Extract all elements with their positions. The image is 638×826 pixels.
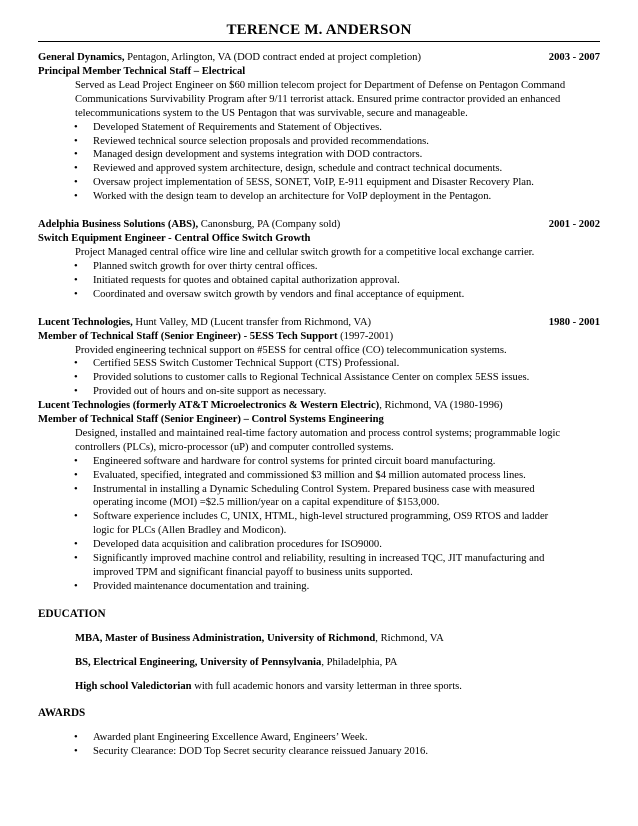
- spacer: [38, 670, 606, 680]
- bullet-item: [38, 190, 606, 204]
- job-lucent-tech-support: [38, 316, 606, 400]
- bullet-icon: •: [74, 469, 78, 481]
- education-heading: EDUCATION: [38, 607, 106, 620]
- job-bullets: [38, 357, 606, 399]
- spacer: [38, 204, 606, 218]
- job-desc-line: Project Managed central office wire line and cellular switch growth for a competitive local exchange carrier.: [75, 246, 535, 258]
- company-name: Lucent Technologies,: [38, 316, 133, 328]
- bullet-item: [38, 148, 606, 162]
- company-name: General Dynamics,: [38, 52, 125, 63]
- education-section: [38, 608, 606, 694]
- job-title-row: [38, 330, 606, 344]
- bullet-icon: •: [74, 274, 78, 286]
- job-dates: 2001 - 2002: [548, 219, 600, 231]
- bullet-icon: •: [74, 386, 78, 398]
- bullet-item: [38, 274, 606, 288]
- job-desc-line: controllers (PLCs), micro-processor (uP) and computer controlled systems.: [75, 441, 394, 453]
- header-rule: [38, 41, 600, 42]
- bullet-icon: •: [74, 358, 78, 370]
- bullet-item: [38, 121, 606, 135]
- education-item: [38, 632, 606, 646]
- awards-bullets: [38, 731, 606, 759]
- bullet-icon: •: [74, 553, 78, 565]
- job-dates: 1980 - 2001: [548, 316, 600, 328]
- degree-name: BS, Electrical Engineering, University of Pennsylvania: [75, 656, 322, 668]
- bullet-text: Developed data acquisition and calibration procedures for ISO9000.: [93, 539, 382, 551]
- job-general-dynamics: [38, 51, 606, 204]
- bullet-text: improved TPM and significant financial payoff to business units supported.: [93, 567, 413, 578]
- job-adelphia: [38, 218, 606, 302]
- bullet-text: Coordinated and oversaw switch growth by vendors and final acceptance of equipment.: [93, 288, 465, 300]
- bullet-text: Certified 5ESS Switch Customer Technical Support (CTS) Professional.: [93, 358, 400, 370]
- bullet-text: Provided maintenance documentation and training.: [93, 580, 310, 592]
- spacer: [38, 693, 606, 707]
- bullet-icon: •: [74, 580, 78, 592]
- company-name: Lucent Technologies (formerly AT&T Microelectronics & Western Electric): [38, 400, 380, 412]
- job-title-years: (1997-2001): [337, 330, 394, 342]
- bullet-item: [38, 469, 606, 483]
- bullet-text: Software experience includes C, UNIX, HTML, high-level structured programming, OS9 RTOS and ladder: [93, 511, 549, 523]
- spacer: [38, 594, 606, 608]
- bullet-icon: •: [74, 163, 78, 175]
- bullet-icon: •: [74, 483, 78, 495]
- bullet-text: logic for PLCs (Allen Bradley and Modicon).: [93, 525, 287, 537]
- bullet-icon: •: [74, 260, 78, 272]
- school-location: , Philadelphia, PA: [321, 656, 398, 668]
- company-location: Canonsburg, PA (Company sold): [198, 219, 341, 231]
- honors-detail: with full academic honors and varsity letterman in three sports.: [191, 680, 462, 692]
- bullet-icon: •: [74, 732, 78, 744]
- bullet-text: Worked with the design team to develop an architecture for VoIP deployment in the Pentagon.: [93, 191, 492, 203]
- bullet-text: Initiated requests for quotes and obtained capital authorization approval.: [93, 274, 400, 286]
- bullet-text: Provided out of hours and on-site support as necessary.: [93, 386, 327, 398]
- bullet-item: [38, 538, 606, 552]
- bullet-item: [38, 357, 606, 371]
- bullet-item: [38, 455, 606, 469]
- job-dates: 2003 - 2007: [548, 52, 600, 63]
- bullet-item: [38, 483, 606, 511]
- bullet-item: [38, 552, 606, 580]
- company-name: Adelphia Business Solutions (ABS),: [38, 219, 199, 231]
- job-header: [38, 218, 606, 232]
- degree-name: High school Valedictorian: [75, 680, 192, 692]
- bullet-text: Developed Statement of Requirements and Statement of Objectives.: [93, 121, 382, 133]
- bullet-item: [38, 176, 606, 190]
- bullet-icon: •: [74, 191, 78, 203]
- spacer: [38, 721, 606, 731]
- bullet-text: Reviewed and approved system architecture, design, schedule and contract technical documents.: [93, 163, 503, 175]
- job-header: [38, 51, 606, 65]
- bullet-item: [38, 135, 606, 149]
- job-title: Switch Equipment Engineer - Central Office Switch Growth: [38, 233, 311, 245]
- job-desc-line: Served as Lead Project Engineer on $60 million telecom project for Department of Defense on Pentagon Command: [75, 79, 566, 91]
- bullet-item: [38, 162, 606, 176]
- spacer: [38, 646, 606, 656]
- bullet-icon: •: [74, 372, 78, 384]
- job-desc-line: Communications Survivability Program after 9/11 terrorist attack. Ensured prime contractor provided an enhanced: [75, 93, 561, 105]
- job-desc-line: Designed, installed and maintained real-time factory automation and process control systems; programmable logic: [75, 427, 561, 439]
- bullet-text: Managed design development and systems integration with DOD contractors.: [93, 149, 423, 161]
- spacer: [38, 302, 606, 316]
- bullet-item: [38, 580, 606, 594]
- bullet-item: [38, 371, 606, 385]
- bullet-item: [38, 510, 606, 538]
- bullet-icon: •: [74, 121, 78, 133]
- bullet-item: [38, 385, 606, 399]
- company-location: Hunt Valley, MD (Lucent transfer from Richmond, VA): [132, 316, 371, 328]
- degree-name: MBA, Master of Business Administration, University of Richmond: [75, 632, 376, 644]
- bullet-icon: •: [74, 135, 78, 147]
- bullet-text: Significantly improved machine control and reliability, resulting in increased TQC, JIT manufacturing and: [93, 553, 545, 565]
- awards-section: [38, 707, 606, 759]
- job-desc-line: telecommunications system to the US Pentagon that was survivable, secure and manageable.: [75, 107, 468, 119]
- bullet-text: Evaluated, specified, integrated and commissioned $3 million and $4 million automated process lines.: [93, 469, 526, 481]
- job-header: [38, 399, 606, 413]
- job-title: Principal Member Technical Staff – Electrical: [38, 66, 246, 77]
- job-bullets: [38, 260, 606, 302]
- bullet-item: [38, 260, 606, 274]
- job-title: Member of Technical Staff (Senior Engineer) - 5ESS Tech Support: [38, 330, 338, 342]
- bullet-icon: •: [74, 746, 78, 758]
- bullet-item: [38, 731, 606, 745]
- bullet-icon: •: [74, 288, 78, 300]
- bullet-item: [38, 288, 606, 302]
- company-location: , Richmond, VA (1980-1996): [379, 400, 503, 412]
- awards-heading: AWARDS: [38, 707, 86, 720]
- resume-name: TERENCE M. ANDERSON: [226, 22, 412, 38]
- education-item: [38, 680, 606, 694]
- bullet-text: operating income (MOI) =$2.5 million/year on a capital expenditure of $153,000.: [93, 497, 440, 509]
- bullet-icon: •: [74, 177, 78, 189]
- job-bullets: [38, 121, 606, 204]
- school-location: , Richmond, VA: [375, 632, 444, 644]
- company-location: Pentagon, Arlington, VA (DOD contract ended at project completion): [124, 52, 421, 63]
- job-header: [38, 316, 606, 330]
- bullet-icon: •: [74, 455, 78, 467]
- job-title: Member of Technical Staff (Senior Engineer) – Control Systems Engineering: [38, 414, 384, 426]
- bullet-text: Awarded plant Engineering Excellence Award, Engineers’ Week.: [93, 732, 368, 744]
- education-item: [38, 656, 606, 670]
- bullet-text: Reviewed technical source selection proposals and provided recommendations.: [93, 135, 429, 147]
- job-bullets: [38, 455, 606, 594]
- bullet-text: Oversaw project implementation of 5ESS, SONET, VoIP, E-911 equipment and Disaster Recovery Plan.: [93, 177, 534, 189]
- bullet-text: Security Clearance: DOD Top Secret security clearance reissued January 2016.: [93, 746, 428, 758]
- bullet-item: [38, 745, 606, 759]
- bullet-text: Provided solutions to customer calls to Regional Technical Assistance Center on complex 5ESS issues.: [93, 372, 530, 384]
- bullet-icon: •: [74, 511, 78, 523]
- job-lucent-control-systems: [38, 399, 606, 594]
- job-desc-line: Provided engineering technical support on #5ESS for central office (CO) telecommunication systems.: [75, 344, 507, 356]
- resume-body: [38, 51, 606, 759]
- bullet-text: Engineered software and hardware for control systems for printed circuit board manufacturing.: [93, 455, 496, 467]
- spacer: [38, 622, 606, 632]
- bullet-icon: •: [74, 149, 78, 161]
- bullet-text: Planned switch growth for over thirty central offices.: [93, 260, 318, 272]
- bullet-icon: •: [74, 539, 78, 551]
- bullet-text: Instrumental in installing a Dynamic Scheduling Control System. Prepared business case with measured: [93, 483, 535, 495]
